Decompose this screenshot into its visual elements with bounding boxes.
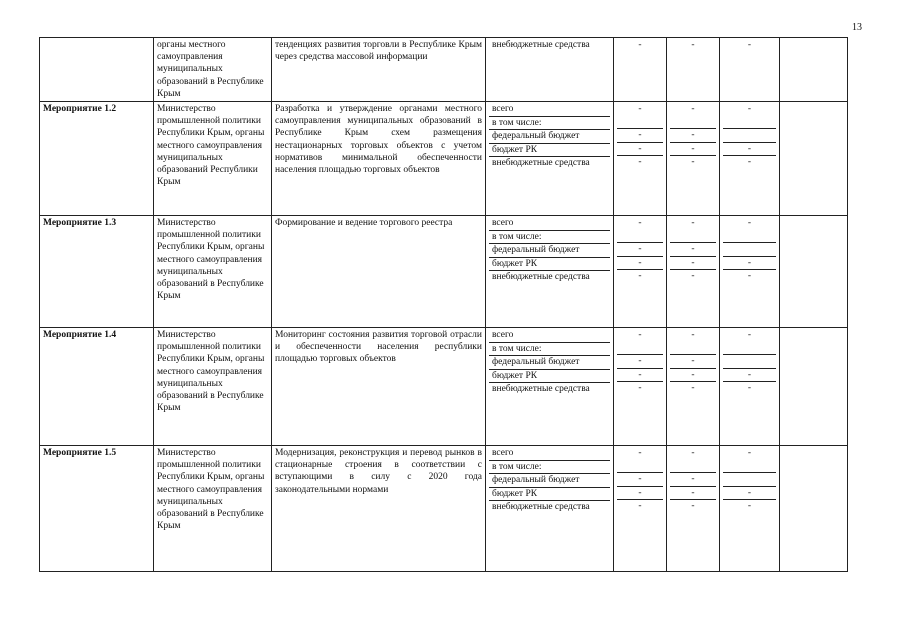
year-value-column: [667, 328, 720, 446]
year-value: [723, 116, 776, 130]
year-value: [723, 355, 776, 369]
table-row: [40, 446, 848, 572]
year-value: -: [670, 473, 716, 487]
year-value: -: [747, 330, 752, 341]
year-value: [617, 460, 663, 474]
table-row: [40, 102, 848, 216]
event-description: Разработка и утверждение органами местного самоуправления муниципальных образований в Республике Крым схем размещения нестационарных торговых объектов с учетом нормативов минимальной обеспеченности населения площадью торговых объектов: [272, 102, 486, 216]
funding-source: внебюджетные средства: [492, 272, 590, 283]
year-value: -: [691, 104, 695, 115]
year-value-column: [667, 102, 720, 216]
funding-source: федеральный бюджет: [489, 356, 610, 370]
year-value: -: [691, 40, 695, 50]
year-value: -: [638, 271, 642, 282]
year-value: -: [638, 330, 642, 341]
table-row: [40, 216, 848, 328]
year-value: [670, 230, 716, 244]
year-value: -: [617, 369, 663, 383]
note-cell: [780, 328, 848, 446]
event-name: [40, 38, 154, 102]
year-value: -: [747, 218, 752, 229]
funding-source: всего: [489, 329, 610, 343]
funding-source: всего: [489, 217, 610, 231]
funding-source: всего: [489, 103, 610, 117]
note-cell: [780, 216, 848, 328]
year-value: -: [617, 243, 663, 257]
year-value: [723, 243, 776, 257]
year-value: -: [638, 104, 642, 115]
year-value: -: [747, 271, 752, 282]
funding-source: внебюджетные средства: [492, 384, 590, 395]
year-value: -: [723, 143, 776, 157]
note-cell: [780, 102, 848, 216]
year-value: -: [747, 104, 752, 115]
program-activities-table: [39, 37, 848, 572]
year-value: -: [723, 487, 776, 501]
year-value: -: [723, 257, 776, 271]
responsible-executor: Министерство промышленной политики Республики Крым, органы местного самоуправления муниципальных образований в Республике Крым: [154, 328, 272, 446]
funding-source: всего: [489, 447, 610, 461]
year-value: -: [691, 218, 695, 229]
year-value-column: [720, 216, 780, 328]
year-value: -: [638, 383, 642, 394]
year-value: -: [691, 501, 695, 512]
year-value: -: [747, 157, 752, 168]
funding-sources: [486, 216, 614, 328]
year-value-column: [720, 446, 780, 572]
year-value-column: [667, 216, 720, 328]
year-value: [723, 129, 776, 143]
year-value: -: [691, 383, 695, 394]
year-value: [723, 230, 776, 244]
year-value: -: [670, 369, 716, 383]
year-value: [617, 230, 663, 244]
funding-source: федеральный бюджет: [489, 244, 610, 258]
event-description: тенденциях развития торговли в Республике Крым через средства массовой информации: [272, 38, 486, 102]
event-description: Модернизация, реконструкция и перевод рынков в стационарные строения в соответствии с вступающими в силу с 2020 года законодательными нормами: [272, 446, 486, 572]
year-value: -: [747, 40, 752, 50]
funding-sources: [486, 446, 614, 572]
year-value: -: [670, 355, 716, 369]
year-value-column: [614, 216, 667, 328]
year-value-column: [614, 38, 667, 102]
funding-source: бюджет РК: [489, 258, 610, 272]
year-value: -: [638, 448, 642, 459]
year-value: -: [670, 129, 716, 143]
funding-source: внебюджетные средства: [492, 40, 590, 50]
year-value: [617, 342, 663, 356]
year-value: -: [617, 257, 663, 271]
year-value: -: [617, 473, 663, 487]
year-value: -: [747, 448, 752, 459]
funding-source: бюджет РК: [489, 144, 610, 158]
page-number: 13: [852, 22, 862, 33]
year-value: -: [638, 501, 642, 512]
note-cell: [780, 446, 848, 572]
funding-source: федеральный бюджет: [489, 474, 610, 488]
year-value: -: [670, 143, 716, 157]
event-name: Мероприятие 1.4: [40, 328, 154, 446]
funding-sources: [486, 38, 614, 102]
table-row: [40, 38, 848, 102]
funding-source: внебюджетные средства: [492, 158, 590, 169]
year-value: [617, 116, 663, 130]
year-value-column: [614, 446, 667, 572]
year-value: -: [691, 157, 695, 168]
year-value: [670, 116, 716, 130]
year-value: [723, 460, 776, 474]
year-value: -: [638, 157, 642, 168]
year-value: -: [691, 330, 695, 341]
year-value-column: [720, 38, 780, 102]
responsible-executor: Министерство промышленной политики Республики Крым, органы местного самоуправления муниципальных образований в Республике Крым: [154, 446, 272, 572]
year-value: -: [638, 40, 642, 50]
note-cell: [780, 38, 848, 102]
funding-source: бюджет РК: [489, 488, 610, 502]
funding-source: федеральный бюджет: [489, 130, 610, 144]
year-value: -: [670, 243, 716, 257]
year-value: -: [723, 369, 776, 383]
event-name: Мероприятие 1.3: [40, 216, 154, 328]
funding-sources: [486, 328, 614, 446]
year-value: -: [617, 355, 663, 369]
funding-source: в том числе:: [489, 117, 610, 131]
year-value: -: [691, 271, 695, 282]
event-description: Формирование и ведение торгового реестра: [272, 216, 486, 328]
responsible-executor: Министерство промышленной политики Республики Крым, органы местного самоуправления муниципальных образований в Республике Крым: [154, 216, 272, 328]
event-description: Мониторинг состояния развития торговой отрасли и обеспеченности населения республики площадью торговых объектов: [272, 328, 486, 446]
year-value: -: [617, 129, 663, 143]
event-name: Мероприятие 1.2: [40, 102, 154, 216]
funding-source: в том числе:: [489, 461, 610, 475]
table-row: [40, 328, 848, 446]
year-value: [670, 460, 716, 474]
year-value-column: [614, 102, 667, 216]
year-value-column: [720, 102, 780, 216]
year-value: -: [747, 383, 752, 394]
event-name: Мероприятие 1.5: [40, 446, 154, 572]
year-value-column: [720, 328, 780, 446]
year-value: -: [670, 257, 716, 271]
year-value: [723, 473, 776, 487]
year-value: -: [747, 501, 752, 512]
year-value: [723, 342, 776, 356]
year-value-column: [667, 446, 720, 572]
year-value: -: [617, 143, 663, 157]
year-value: [670, 342, 716, 356]
year-value-column: [667, 38, 720, 102]
responsible-executor: органы местного самоуправления муниципальных образований в Республике Крым: [154, 38, 272, 102]
year-value: -: [670, 487, 716, 501]
funding-source: в том числе:: [489, 343, 610, 357]
year-value: -: [691, 448, 695, 459]
funding-source: в том числе:: [489, 231, 610, 245]
year-value-column: [614, 328, 667, 446]
funding-source: бюджет РК: [489, 370, 610, 384]
responsible-executor: Министерство промышленной политики Республики Крым, органы местного самоуправления муниципальных образований Республики Крым: [154, 102, 272, 216]
year-value: -: [638, 218, 642, 229]
year-value: -: [617, 487, 663, 501]
funding-source: внебюджетные средства: [492, 502, 590, 513]
funding-sources: [486, 102, 614, 216]
